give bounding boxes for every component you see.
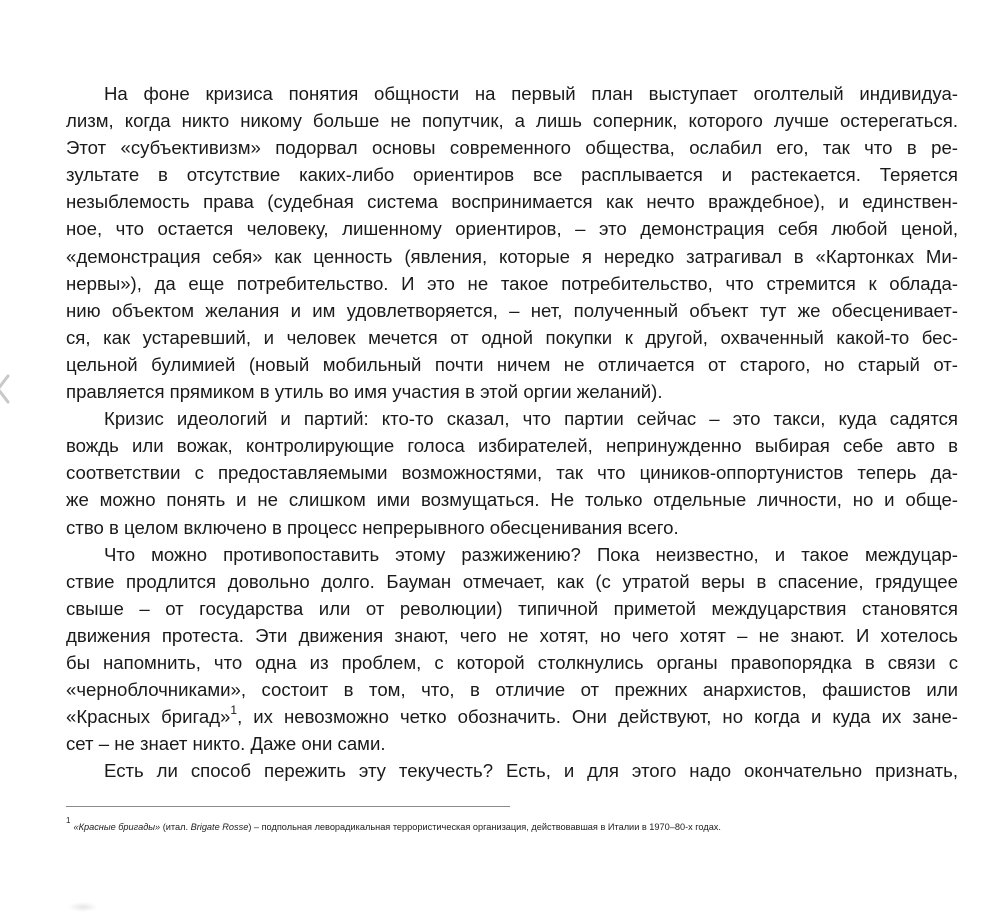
text-line: незыблемость права (судебная система воспринимается как нечто враждебное), и единствен-	[66, 191, 958, 213]
footnote-text: ) – подпольная леворадикальная террористическая организация, действовавшая в Италии в 1970–80-х годах.	[248, 822, 721, 833]
footnote-separator	[66, 806, 510, 807]
text-line: цельной булимией (новый мобильный почти ничем не отличается от старого, но старый от-	[66, 353, 958, 375]
document-page	[66, 80, 958, 784]
text-line: Этот «субъективизм» подорвал основы современного общества, ослабил его, так что в ре-	[66, 137, 958, 159]
text-line: Кризис идеологий и партий: кто-то сказал, что партии сейчас – это такси, куда садятся	[104, 408, 958, 430]
text-line: Что можно противопоставить этому разжижению? Пока неизвестно, и такое междуцар-	[104, 543, 958, 565]
footnote-reference[interactable]: 1	[230, 703, 238, 717]
text-line: ствие продлится довольно долго. Бауман отмечает, как (с утратой веры в спасение, грядущее	[66, 570, 958, 592]
text-fragment: «Красных бригад»	[66, 706, 231, 728]
text-line: На фоне кризиса понятия общности на первый план выступает оголтелый индивидуа-	[104, 83, 958, 104]
text-line: свыше – от государства или от революции) типичной приметой междуцарствия становятся	[66, 597, 958, 619]
text-line: вождь или вожак, контролирующие голоса избирателей, непринужденно выбирая себе авто в	[66, 435, 958, 457]
text-line: ся, как устаревший, и человек мечется от одной покупки к другой, охваченный какой-то бес-	[66, 326, 958, 348]
text-line: ное, что остается человеку, лишенному ориентиров, – это демонстрация себя любой ценой,	[66, 218, 958, 240]
footnote-italic-name: Brigate Rosse	[190, 822, 249, 833]
footnote-number: 1	[66, 816, 71, 825]
text-line: нию объектом желания и им удовлетворяется, – нет, полученный объект тут же обесценивает-	[66, 299, 958, 321]
paragraph-4	[66, 757, 958, 784]
scroll-indicator	[68, 902, 98, 912]
paragraph-3	[66, 541, 958, 758]
footnote-text: (итал.	[160, 822, 191, 833]
footnote	[66, 817, 721, 834]
text-line: «демонстрация себя» как ценность (явления, которые я нередко затрагивал в «Картонках Ми-	[66, 245, 958, 267]
text-line: зультате в отсутствие каких-либо ориентиров все расплывается и растекается. Теряется	[66, 164, 958, 186]
text-line: бы напомнить, что одна из проблем, с которой столкнулись органы правопорядка в связи с	[66, 651, 958, 673]
text-line: лизм, когда никто никому больше не попутчик, а лишь соперник, которого лучше остерегаться.	[66, 110, 958, 132]
text-line-with-footnote	[66, 703, 958, 730]
text-line: соответствии с предоставляемыми возможностями, так что циников-оппортунистов теперь да-	[66, 462, 958, 484]
text-line: нервы»), да еще потребительство. И это не такое потребительство, что стремится к облада-	[66, 272, 958, 294]
text-line: движения протеста. Эти движения знают, чего не хотят, но чего хотят – не знают. И хотелось	[66, 624, 958, 646]
text-line: «черноблочниками», состоит в том, что, в отличие от прежних анархистов, фашистов или	[66, 679, 958, 701]
text-line: Есть ли способ пережить эту текучесть? Есть, и для этого надо окончательно признать,	[104, 760, 958, 782]
paragraph-1	[66, 80, 958, 405]
text-line: же можно понять и не слишком ими возмущаться. Не только отдельные личности, но и обще-	[66, 489, 958, 511]
text-line: ство в целом включено в процесс непрерывного обесценивания всего.	[66, 516, 679, 538]
text-line: сет – не знает никто. Даже они сами.	[66, 733, 386, 755]
text-fragment: , их невозможно четко обозначить. Они действуют, но когда и куда их зане-	[237, 706, 958, 728]
footnote-italic-title: «Красные бригады»	[73, 822, 161, 833]
paragraph-2	[66, 405, 958, 540]
text-line: правляется прямиком в утиль во имя участия в этой оргии желаний).	[66, 381, 663, 403]
chevron-left-icon[interactable]	[0, 372, 12, 406]
